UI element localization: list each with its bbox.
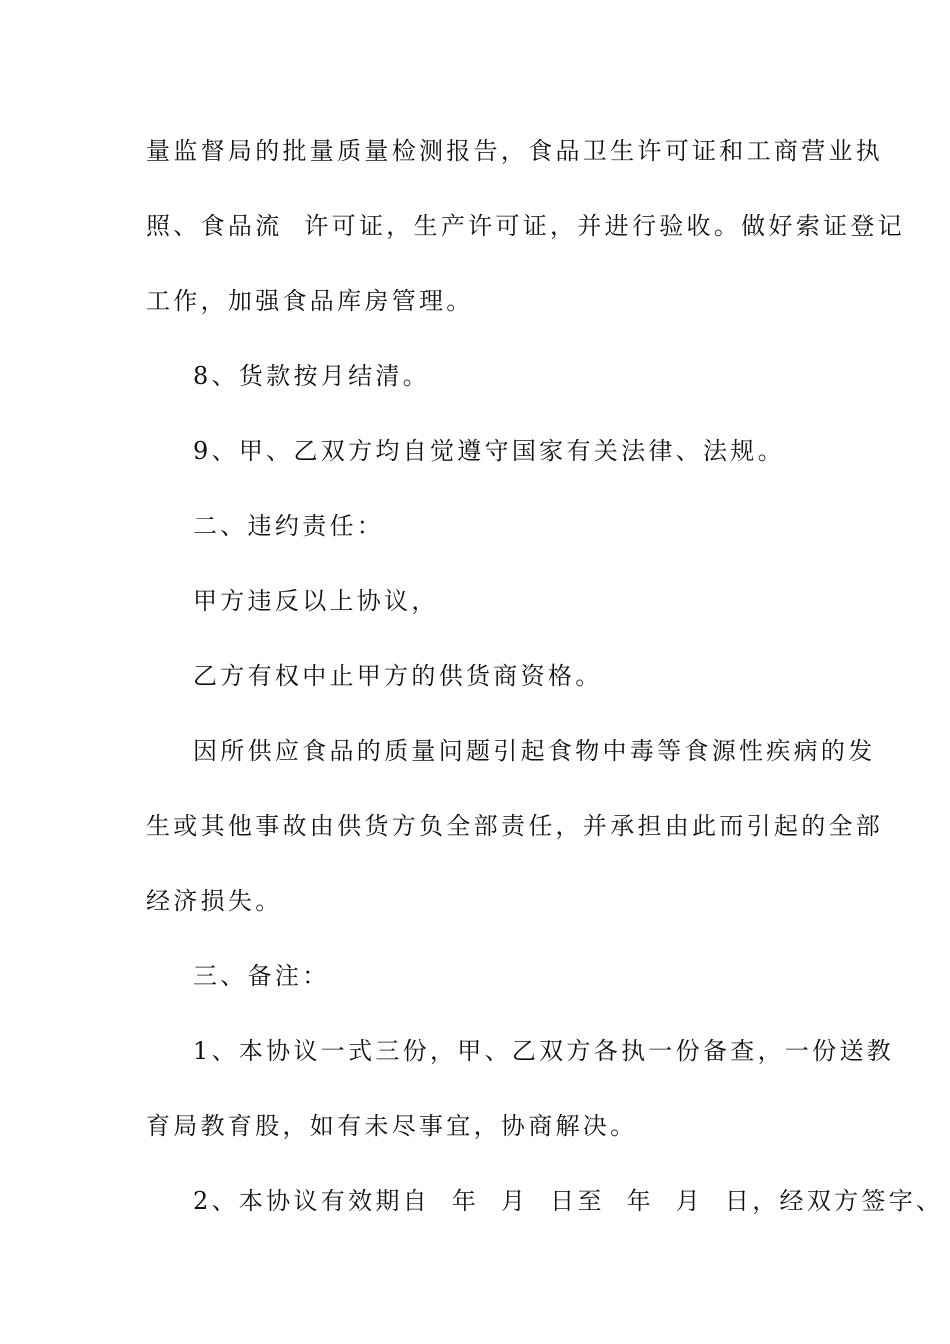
- text-line: 乙方有权中止甲方的供货商资格。: [193, 662, 603, 690]
- text-line: 育局教育股，如有未尽事宜，协商解决。: [146, 1112, 638, 1140]
- text-line: 生或其他事故由供货方负全部责任，并承担由此而引起的全部: [146, 812, 884, 840]
- list-item: 1、本协议一式三份，甲、乙双方各执一份备查，一份送教: [193, 1037, 895, 1065]
- section-heading: 三、备注：: [193, 962, 330, 990]
- list-item: 9、甲、乙双方均自觉遵守国家有关法律、法规。: [193, 437, 785, 465]
- section-heading: 二、违约责任：: [193, 512, 385, 540]
- text-line: 甲方违反以上协议，: [193, 587, 439, 615]
- text-line: 经济损失。: [146, 887, 283, 915]
- list-item: 8、货款按月结清。: [193, 362, 430, 390]
- list-item: 2、本协议有效期自 年 月 日至 年 月 日，经双方签字、: [193, 1187, 944, 1215]
- text-line: 工作，加强食品库房管理。: [146, 287, 474, 315]
- text-line: 量监督局的批量质量检测报告，食品卫生许可证和工商营业执: [146, 137, 884, 165]
- text-line: 照、食品流 许可证，生产许可证，并进行验收。做好索证登记: [146, 212, 905, 240]
- text-line: 因所供应食品的质量问题引起食物中毒等食源性疾病的发: [193, 737, 876, 765]
